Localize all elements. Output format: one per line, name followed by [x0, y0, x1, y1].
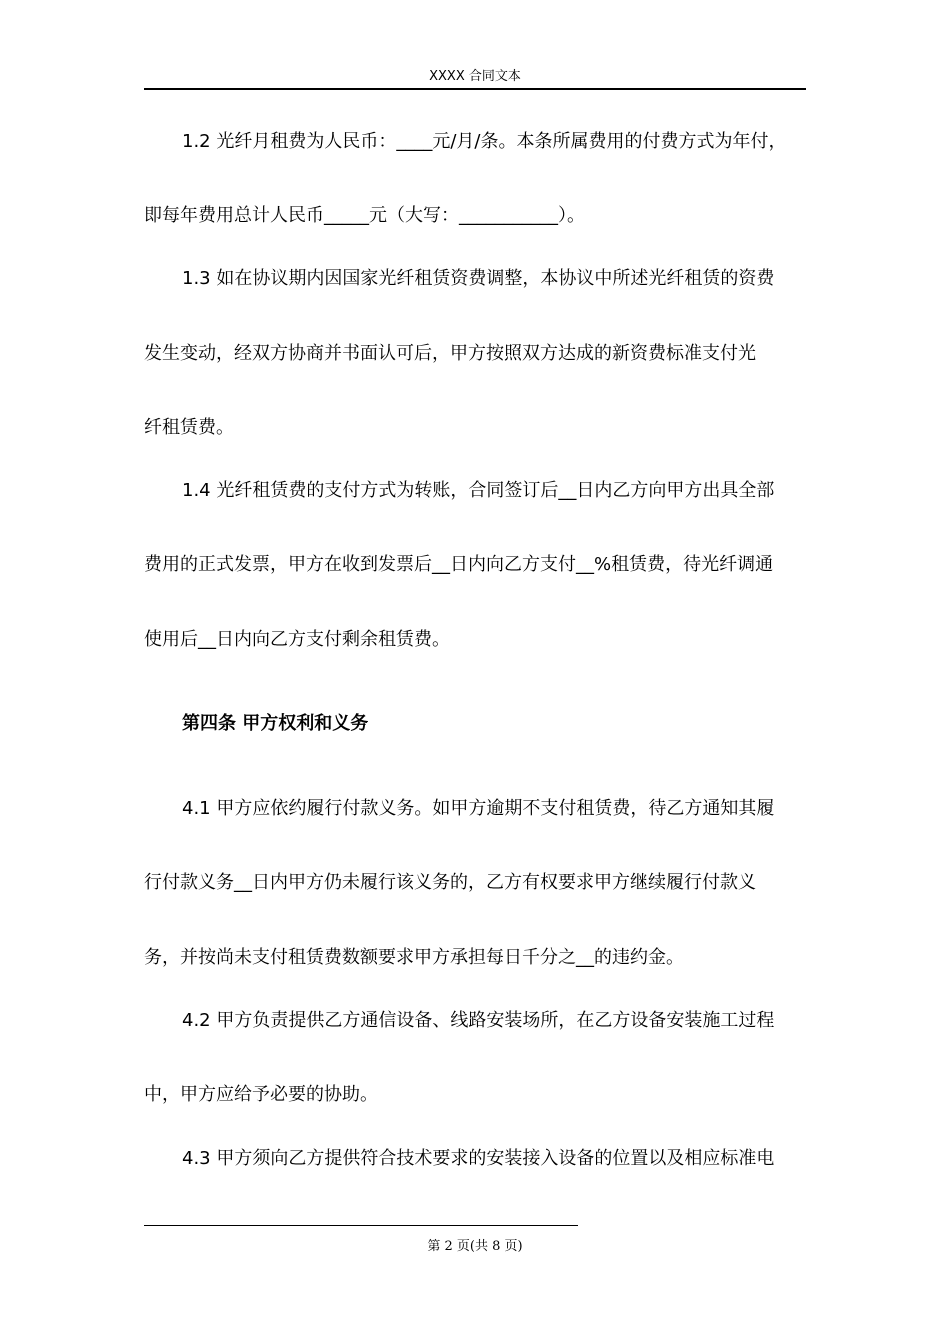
text-line: 4.3 甲方须向乙方提供符合技术要求的安装接入设备的位置以及相应标准电 — [182, 1148, 775, 1169]
text-line: 1.4 光纤租赁费的支付方式为转账，合同签订后__日内乙方向甲方出具全部 — [182, 480, 775, 501]
header-rule — [144, 88, 806, 90]
section-heading: 第四条 甲方权利和义务 — [182, 713, 369, 734]
text-line: 即每年费用总计人民币_____元（大写：___________）。 — [144, 205, 585, 226]
text-line: 发生变动，经双方协商并书面认可后，甲方按照双方达成的新资费标准支付光 — [144, 343, 756, 364]
text-line: 行付款义务__日内甲方仍未履行该义务的，乙方有权要求甲方继续履行付款义 — [144, 872, 756, 893]
text-line: 务，并按尚未支付租赁费数额要求甲方承担每日千分之__的违约金。 — [144, 947, 684, 968]
text-line: 1.2 光纤月租费为人民币：____元/月/条。本条所属费用的付费方式为年付， — [182, 131, 787, 152]
text-line: 费用的正式发票，甲方在收到发票后__日内向乙方支付__%租赁费，待光纤调通 — [144, 554, 774, 575]
text-line: 纤租赁费。 — [144, 417, 234, 438]
text-line: 中，甲方应给予必要的协助。 — [144, 1084, 378, 1105]
text-line: 4.2 甲方负责提供乙方通信设备、线路安装场所，在乙方设备安装施工过程 — [182, 1010, 775, 1031]
page-number: 第 2 页(共 8 页) — [427, 1239, 523, 1254]
footer-rule — [144, 1225, 578, 1226]
page-header-title: XXXX 合同文本 — [429, 69, 521, 84]
text-line: 使用后__日内向乙方支付剩余租赁费。 — [144, 629, 450, 650]
text-line: 4.1 甲方应依约履行付款义务。如甲方逾期不支付租赁费，待乙方通知其履 — [182, 798, 775, 819]
text-line: 1.3 如在协议期内因国家光纤租赁资费调整，本协议中所述光纤租赁的资费 — [182, 268, 775, 289]
